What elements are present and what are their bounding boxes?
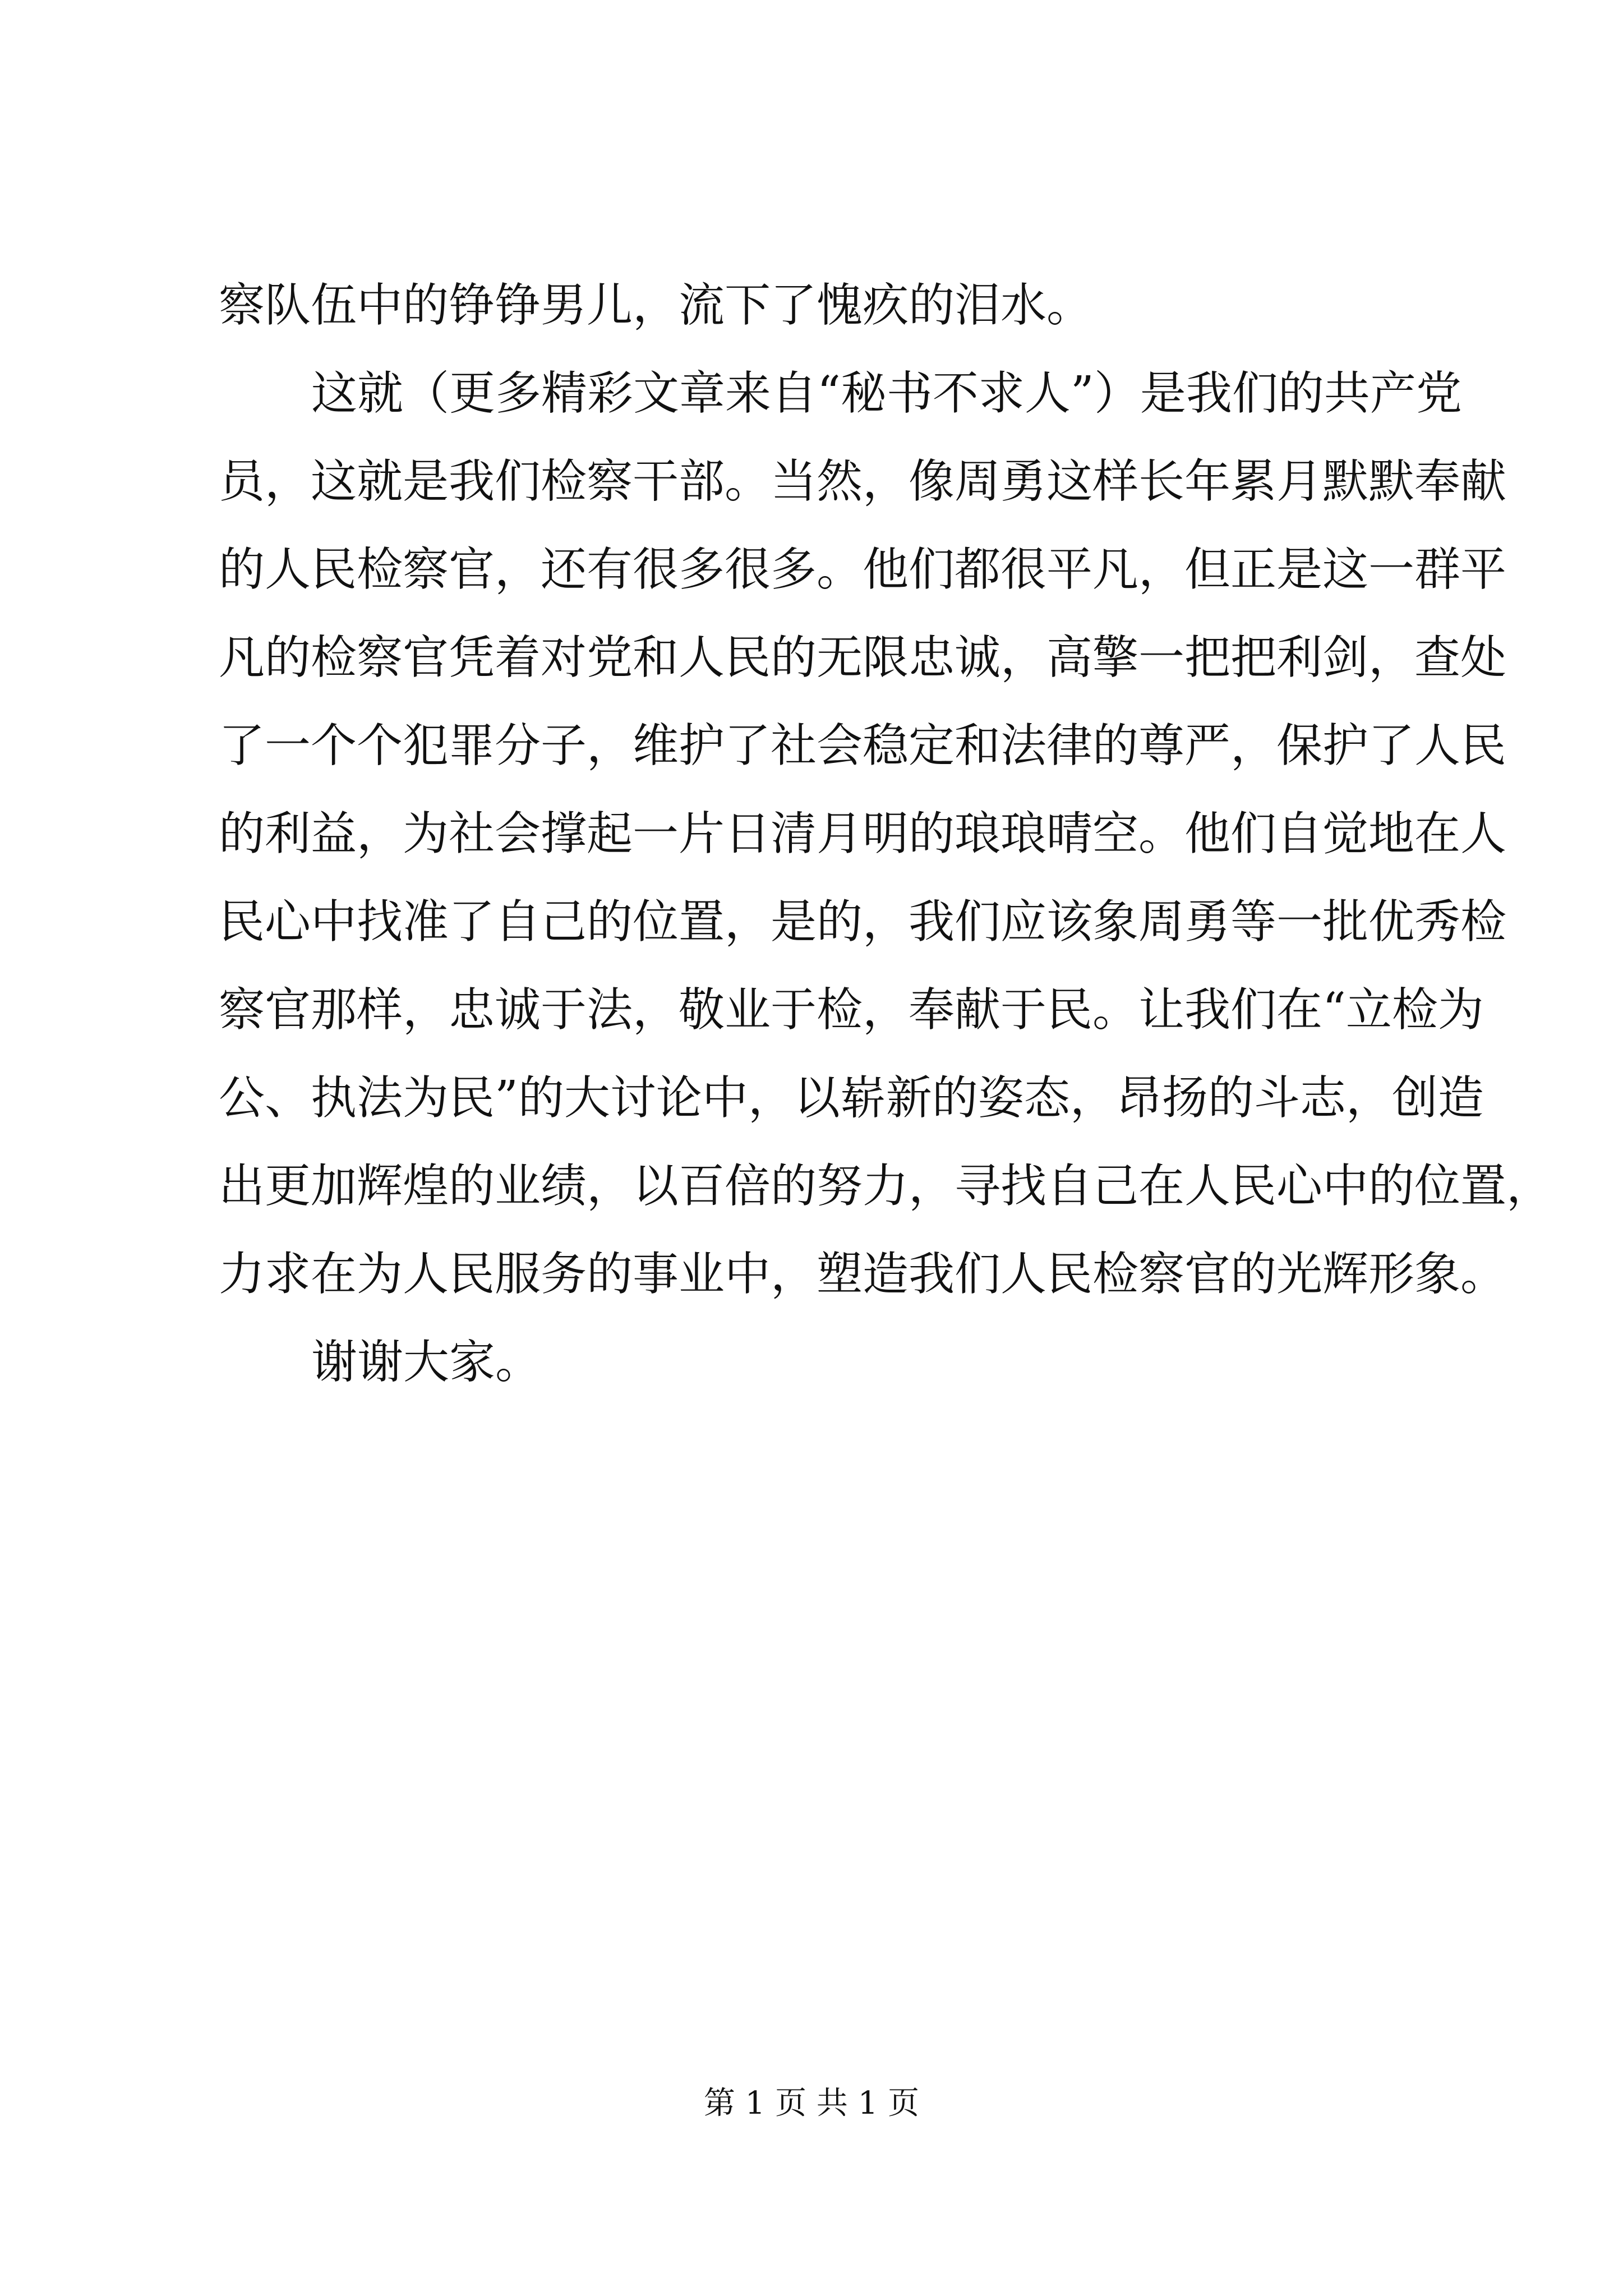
- paragraph-2-line-10: 出更加辉煌的业绩，以百倍的努力，寻找自己在人民心中的位置，: [219, 1159, 1553, 1213]
- paragraph-2-line-9: 公、执法为民”的大讨论中，以崭新的姿态，昂扬的斗志，创造: [219, 1071, 1484, 1125]
- paragraph-2-line-4: 凡的检察官凭着对党和人民的无限忠诚，高擎一把把利剑，查处: [219, 631, 1507, 684]
- paragraph-2-line-6: 的利益，为社会撑起一片日清月明的琅琅晴空。他们自觉地在人: [219, 807, 1507, 861]
- paragraph-2-line-11: 力求在为人民服务的事业中，塑造我们人民检察官的光辉形象。: [219, 1248, 1507, 1301]
- page-number-footer: 第 1 页 共 1 页: [703, 2085, 920, 2122]
- paragraph-2-line-2: 员，这就是我们检察干部。当然，像周勇这样长年累月默默奉献: [219, 455, 1507, 508]
- paragraph-2-line-5: 了一个个犯罪分子，维护了社会稳定和法律的尊严，保护了人民: [219, 719, 1507, 772]
- paragraph-2-line-7: 民心中找准了自己的位置，是的，我们应该象周勇等一批优秀检: [219, 895, 1507, 949]
- paragraph-2-line-3: 的人民检察官，还有很多很多。他们都很平凡，但正是这一群平: [219, 543, 1507, 596]
- text-line-1: 察队伍中的铮铮男儿，流下了愧疚的泪水。: [219, 279, 1093, 332]
- paragraph-2-line-8: 察官那样，忠诚于法，敬业于检，奉献于民。让我们在“立检为: [219, 983, 1484, 1037]
- paragraph-2-line-1: 这就（更多精彩文章来自“秘书不求人”）是我们的共产党: [311, 367, 1462, 420]
- closing-line: 谢谢大家。: [311, 1336, 542, 1389]
